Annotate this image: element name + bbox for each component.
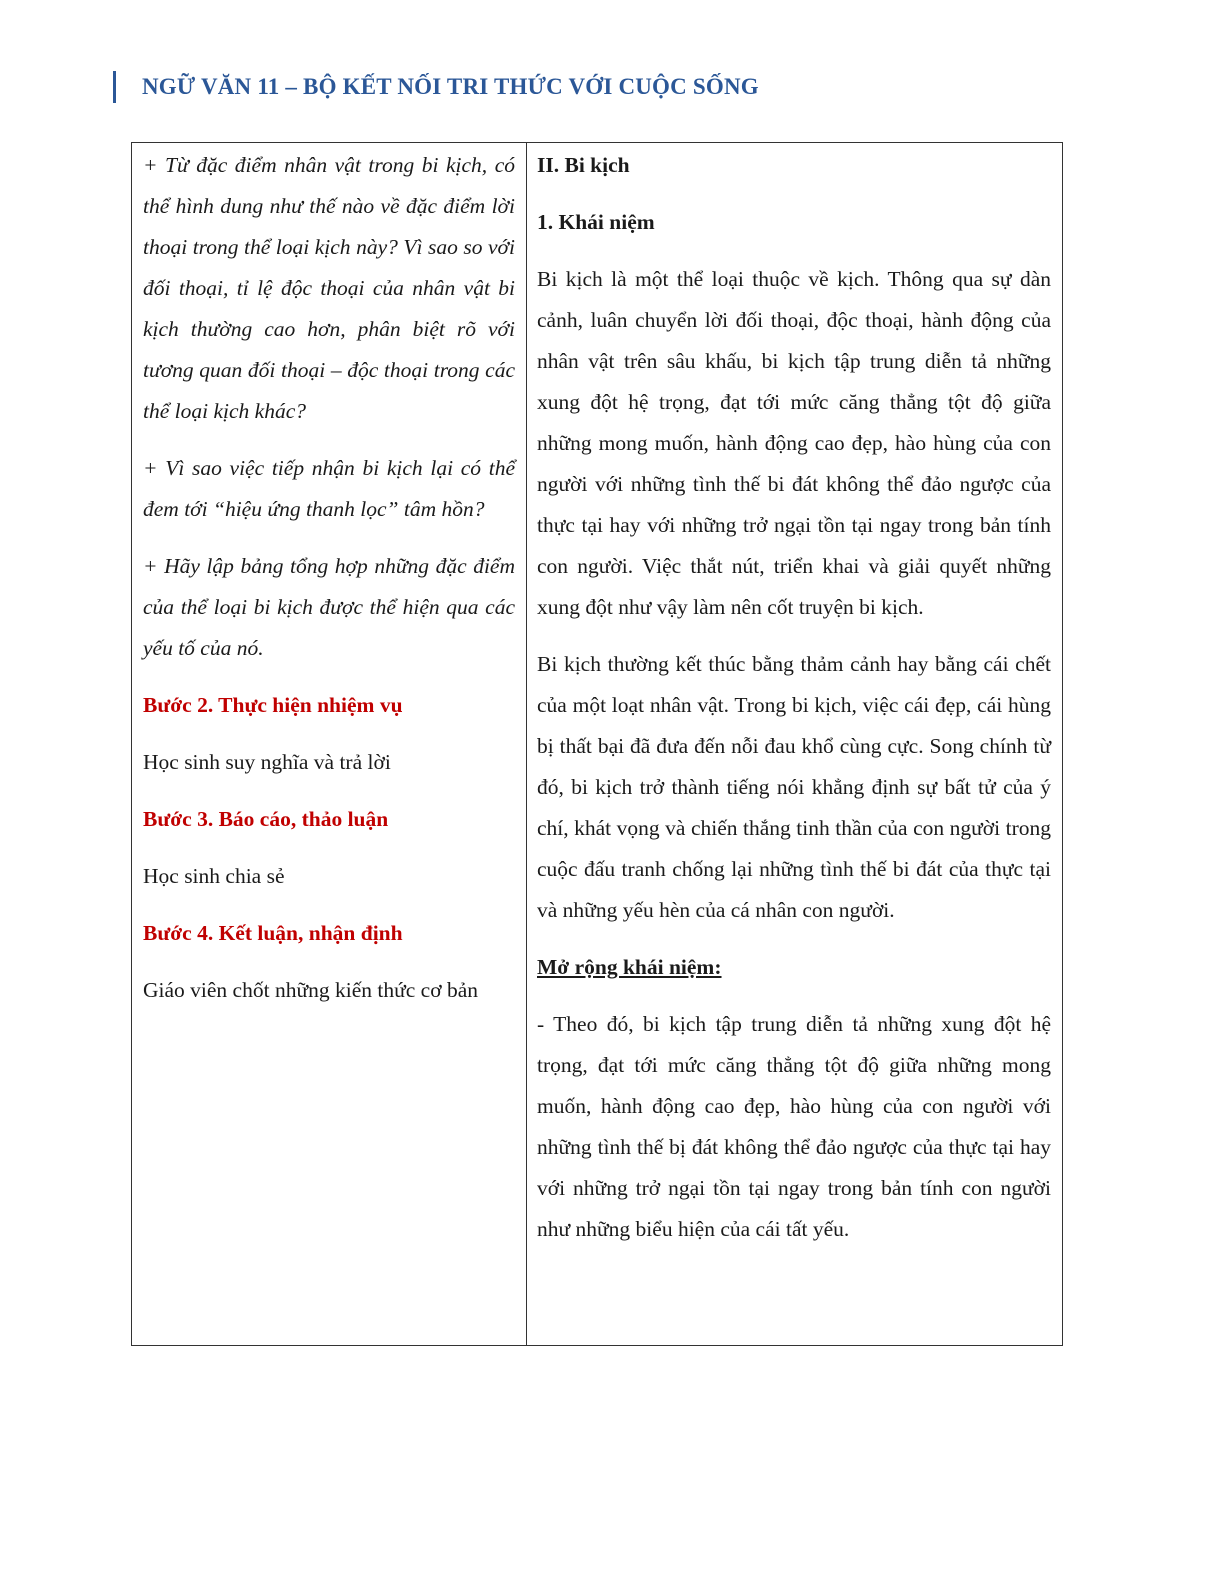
- header-accent-bar: [113, 71, 116, 103]
- step-4-text: Giáo viên chốt những kiến thức cơ bản: [143, 978, 478, 1002]
- section-title: II. Bi kịch: [537, 153, 630, 177]
- lesson-table: [131, 142, 1063, 1346]
- step-2-title: Bước 2. Thực hiện nhiệm vụ: [143, 693, 403, 717]
- content-column: [527, 143, 1062, 1345]
- header-title: NGỮ VĂN 11 – BỘ KẾT NỐI TRI THỨC VỚI CUỘC SỐNG: [142, 74, 759, 99]
- page-header: [113, 70, 759, 104]
- subsection-title: 1. Khái niệm: [537, 210, 655, 234]
- ending-paragraph: Bi kịch thường kết thúc bằng thảm cảnh hay bằng cái chết của một loạt nhân vật. Trong bi kịch, việc cái đẹp, cái hùng bị thất bại đã đưa đến nỗi đau khổ cùng cực. Song chính từ đó, bi kịch trở thành tiếng nói khẳng định sự bất tử của ý chí, khát vọng và chiến thắng tinh thần của con người trong cuộc đấu tranh chống lại những tình thế bi đát của thực tại và những yếu hèn của cá nhân con người.: [537, 652, 1051, 922]
- step-3-title: Bước 3. Báo cáo, thảo luận: [143, 807, 389, 831]
- extension-title: Mở rộng khái niệm:: [537, 955, 722, 979]
- step-3-text: Học sinh chia sẻ: [143, 864, 285, 888]
- definition-paragraph: Bi kịch là một thể loại thuộc về kịch. Thông qua sự dàn cảnh, luân chuyển lời đối thoại, độc thoại, hành động của nhân vật trên sâu khấu, bi kịch tập trung diễn tả những xung đột hệ trọng, đạt tới mức căng thẳng tột độ giữa những mong muốn, hành động cao đẹp, hào hùng của con người với những tình thế bi đát không thể đảo ngược của thực tại hay với những trở ngại tồn tại ngay trong bản tính con người. Việc thắt nút, triển khai và giải quyết những xung đột như vậy làm nên cốt truyện bi kịch.: [537, 267, 1051, 619]
- question-catharsis: + Vì sao việc tiếp nhận bi kịch lại có thể đem tới “hiệu ứng thanh lọc” tâm hồn?: [143, 456, 515, 521]
- question-summary-table: + Hãy lập bảng tổng hợp những đặc điểm của thể loại bi kịch được thể hiện qua các yếu tố của nó.: [143, 554, 515, 660]
- step-2-text: Học sinh suy nghĩa và trả lời: [143, 750, 391, 774]
- question-dialogue: + Từ đặc điểm nhân vật trong bi kịch, có thể hình dung như thế nào về đặc điểm lời thoại trong thể loại kịch này? Vì sao so với đối thoại, tỉ lệ độc thoại của nhân vật bi kịch thường cao hơn, phân biệt rõ với tương quan đối thoại – độc thoại trong các thể loại kịch khác?: [143, 153, 515, 423]
- teacher-activity-column: [132, 143, 527, 1345]
- extension-paragraph: - Theo đó, bi kịch tập trung diễn tả những xung đột hệ trọng, đạt tới mức căng thẳng tột độ giữa những mong muốn, hành động cao đẹp, hào hùng của con người với những tình thế bị đát không thể đảo ngược của thực tại hay với những trở ngại tồn tại ngay trong bản tính con người như những biểu hiện của cái tất yếu.: [537, 1012, 1051, 1241]
- step-4-title: Bước 4. Kết luận, nhận định: [143, 921, 403, 945]
